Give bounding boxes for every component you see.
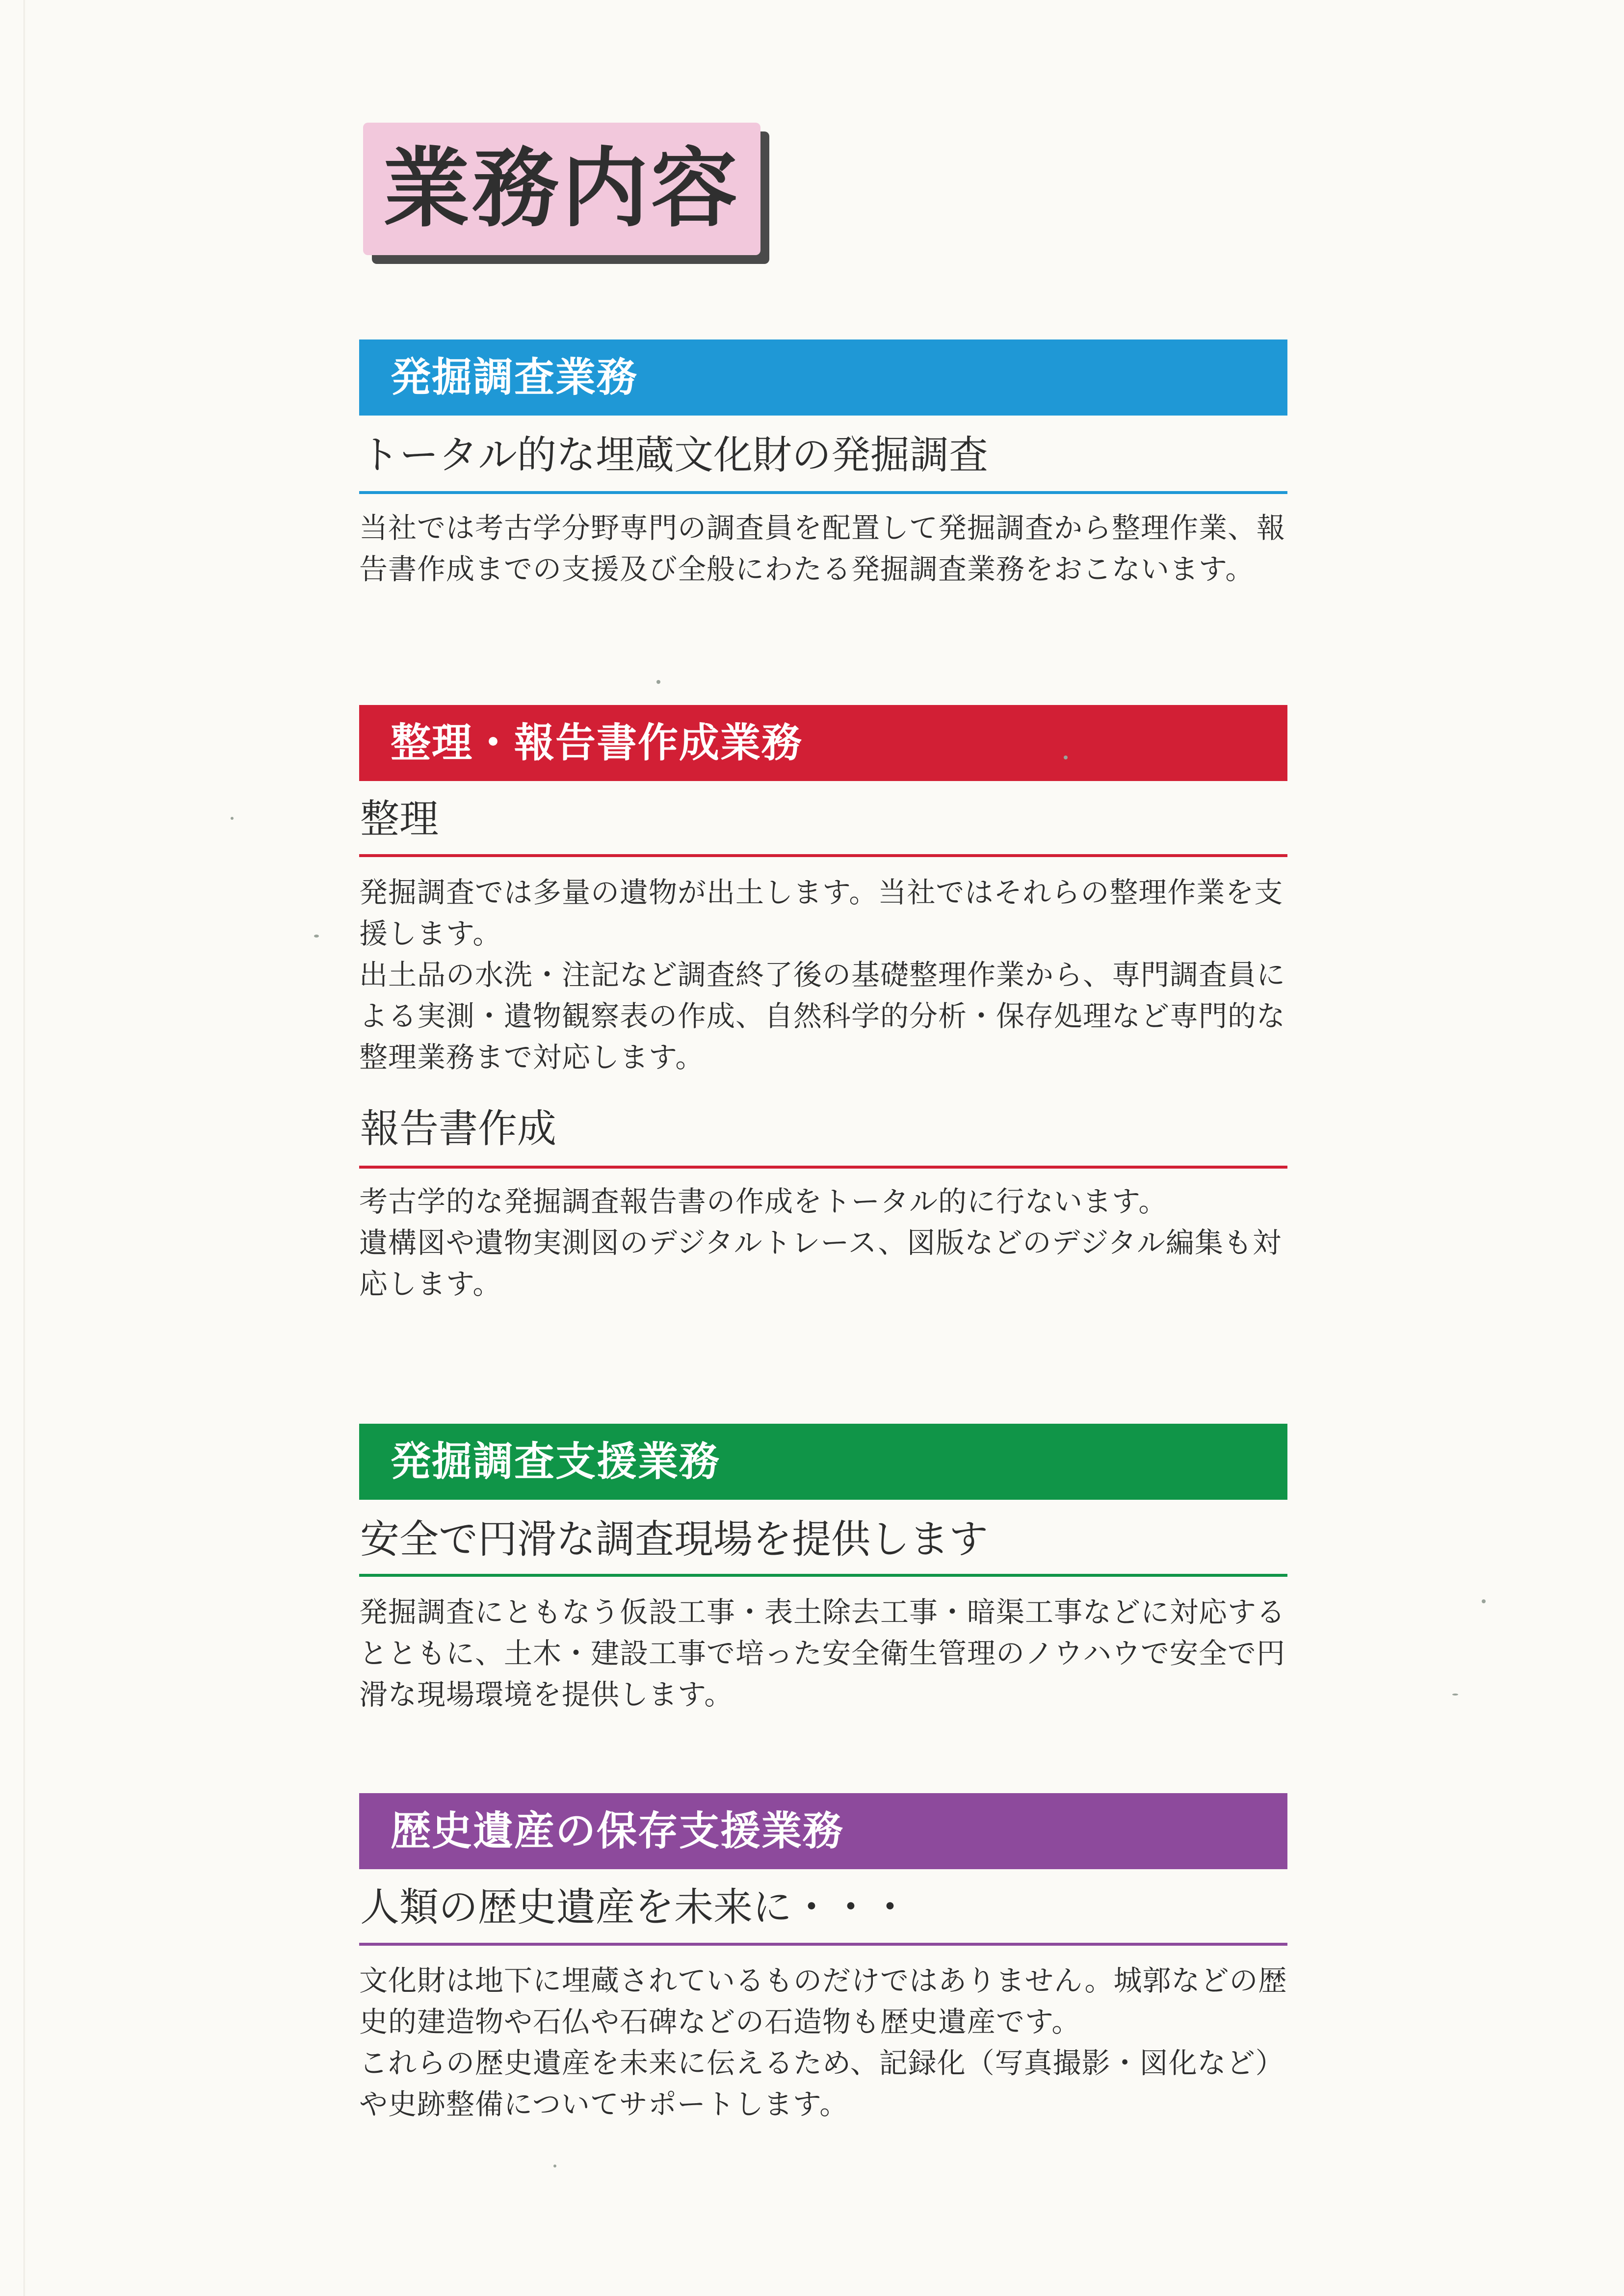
sub-heading: 安全で円滑な調査現場を提供します xyxy=(360,1516,988,1562)
paragraph: これらの歴史遺産を未来に伝えるため、記録化（写真撮影・図化など）や史跡整備についてサポートします。 xyxy=(359,2046,1284,2121)
section-title: 整理・報告書作成業務 xyxy=(391,720,803,766)
body-text xyxy=(359,1592,1291,1715)
sub-heading-rule xyxy=(359,1166,1287,1169)
scan-speck xyxy=(1482,1599,1486,1603)
paragraph: 発掘調査では多量の遺物が出土します。当社ではそれらの整理作業を支援します。 xyxy=(359,876,1283,950)
body-text xyxy=(359,872,1291,1078)
sub-heading: トータル的な埋蔵文化財の発掘調査 xyxy=(360,432,988,478)
section-organizing-reporting xyxy=(359,705,1287,1333)
paragraph: 発掘調査にともなう仮設工事・表土除去工事・暗渠工事などに対応するとともに、土木・建設工事で培った安全衛生管理のノウハウで安全で円滑な現場環境を提供します。 xyxy=(359,1595,1286,1711)
paragraph: 出土品の水洗・注記など調査終了後の基礎整理作業から、専門調査員による実測・遺物観察表の作成、自然科学的分析・保存処理など専門的な整理業務まで対応します。 xyxy=(359,958,1286,1074)
page-fold-shadow xyxy=(24,0,26,2296)
body-text xyxy=(359,1181,1291,1305)
paragraph: 考古学的な発掘調査報告書の作成をトータル的に行ないます。 xyxy=(359,1185,1168,1218)
sub-heading: 整理 xyxy=(360,796,439,842)
sub-heading: 人類の歴史遺産を未来に・・・ xyxy=(360,1884,910,1930)
scan-speck xyxy=(314,935,319,938)
page-title-box xyxy=(363,123,760,255)
section-bar xyxy=(359,1424,1287,1500)
section-bar xyxy=(359,1793,1287,1869)
section-bar xyxy=(359,705,1287,781)
scan-speck xyxy=(1064,756,1068,759)
section-title: 発掘調査支援業務 xyxy=(391,1438,721,1485)
section-title: 歴史遺産の保存支援業務 xyxy=(391,1808,844,1854)
paragraph: 文化財は地下に埋蔵されているものだけではありません。城郭などの歴史的建造物や石仏や石碑などの石造物も歴史遺産です。 xyxy=(359,1964,1287,2038)
scan-speck xyxy=(656,680,660,684)
section-excavation xyxy=(359,339,1287,634)
section-heritage-preservation xyxy=(359,1793,1287,2166)
section-bar xyxy=(359,339,1287,416)
sub-heading-rule xyxy=(359,1943,1287,1946)
paragraph: 遺構図や遺物実測図のデジタルトレース、図版などのデジタル編集も対応します。 xyxy=(359,1226,1282,1301)
scan-speck xyxy=(553,2165,556,2167)
section-title: 発掘調査業務 xyxy=(391,354,638,401)
sub-heading-rule xyxy=(359,1574,1287,1577)
sub-heading-rule xyxy=(359,854,1287,857)
sub-heading-rule xyxy=(359,491,1287,494)
sub-heading: 報告書作成 xyxy=(360,1106,556,1151)
section-excavation-support xyxy=(359,1424,1287,1738)
page-title: 業務内容 xyxy=(383,138,740,239)
body-text xyxy=(359,1960,1291,2125)
body-text xyxy=(359,507,1291,590)
scan-speck xyxy=(1452,1694,1458,1696)
paragraph: 当社では考古学分野専門の調査員を配置して発掘調査から整理作業、報告書作成までの支援及び全般にわたる発掘調査業務をおこないます。 xyxy=(359,511,1286,586)
scan-speck xyxy=(231,817,234,820)
